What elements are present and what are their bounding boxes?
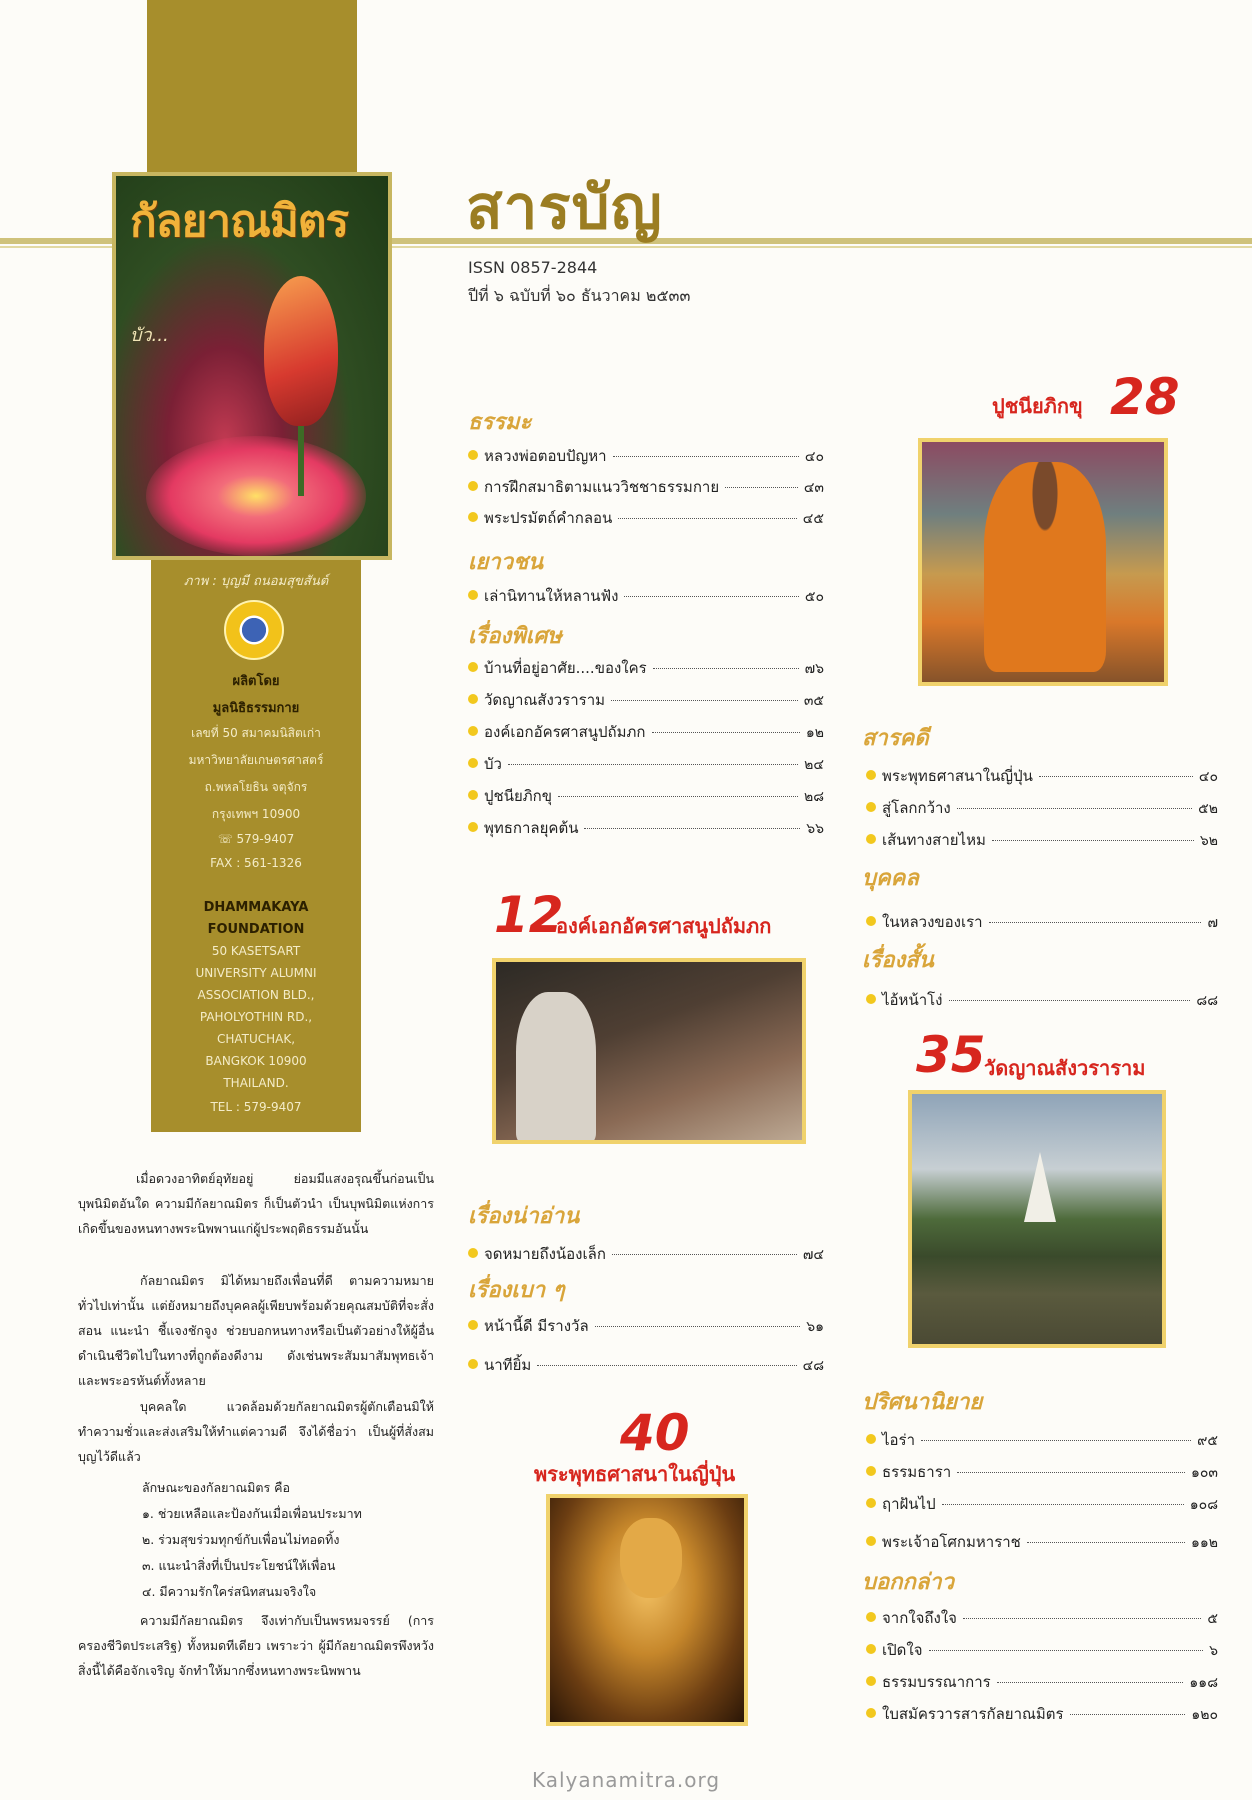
bullet-icon bbox=[866, 1676, 876, 1686]
section-title-people: บุคคล bbox=[862, 865, 919, 891]
dot-leader bbox=[725, 487, 798, 488]
monk-figure-image bbox=[984, 462, 1106, 672]
toc-entry[interactable] bbox=[866, 1638, 1218, 1662]
toc-entry-page: ๙๕ bbox=[1197, 1433, 1218, 1449]
feature-title: พระพุทธศาสนาในญี่ปุ่น bbox=[534, 1462, 736, 1486]
cover-title: กัลยาณมิตร bbox=[130, 196, 349, 247]
toc-entry[interactable] bbox=[866, 796, 1218, 820]
dot-leader bbox=[1070, 1714, 1186, 1715]
section-title-light: เรื่องเบา ๆ bbox=[468, 1277, 565, 1303]
toc-entry-label: พระพุทธศาสนาในญี่ปุ่น bbox=[882, 767, 1033, 785]
publisher-en-address: UNIVERSITY ALUMNI bbox=[195, 966, 317, 980]
publisher-address-line: มหาวิทยาลัยเกษตรศาสตร์ bbox=[188, 753, 324, 767]
toc-entry-label: ในหลวงของเรา bbox=[882, 913, 983, 931]
toc-entry-page: ๑๒ bbox=[805, 725, 824, 741]
toc-entry-label: หน้านี้ดี มีรางวัล bbox=[484, 1317, 589, 1335]
bullet-icon bbox=[866, 1612, 876, 1622]
toc-entry-page: ๗๖ bbox=[804, 661, 824, 677]
feature-number: 28 bbox=[1110, 368, 1180, 426]
toc-entry-label: ไอร่า bbox=[882, 1431, 916, 1449]
toc-entry-page: ๔๓ bbox=[803, 480, 824, 496]
toc-entry[interactable] bbox=[468, 720, 824, 744]
toc-entry-label: ใบสมัครวารสารกัลยาณมิตร bbox=[882, 1705, 1064, 1723]
bullet-icon bbox=[866, 1434, 876, 1444]
publisher-en-address: 50 KASETSART bbox=[211, 944, 301, 958]
toc-entry-page: ๑๐๓ bbox=[1190, 1465, 1218, 1481]
magazine-cover bbox=[112, 172, 392, 560]
dot-leader bbox=[1027, 1542, 1185, 1543]
bullet-icon bbox=[468, 481, 478, 491]
toc-entry[interactable] bbox=[866, 828, 1218, 852]
publisher-en-address: PAHOLYOTHIN RD., bbox=[199, 1010, 313, 1024]
bullet-icon bbox=[866, 994, 876, 1004]
toc-entry-page: ๑๑๘ bbox=[1189, 1675, 1218, 1691]
toc-entry[interactable] bbox=[866, 764, 1218, 788]
feature-number: 35 bbox=[916, 1026, 986, 1084]
toc-entry-page: ๔๐ bbox=[1198, 769, 1218, 785]
toc-entry-label: สู่โลกกว้าง bbox=[882, 799, 951, 817]
publisher-en-address: THAILAND. bbox=[223, 1076, 289, 1090]
dot-leader bbox=[653, 668, 799, 669]
publisher-en-address: CHATUCHAK, bbox=[216, 1032, 296, 1046]
section-title-special: เรื่องพิเศษ bbox=[468, 623, 562, 649]
bullet-icon bbox=[866, 1466, 876, 1476]
toc-entry-page: ๕๐ bbox=[804, 589, 824, 605]
page-title: สารบัญ bbox=[466, 173, 663, 243]
dot-leader bbox=[921, 1440, 1191, 1441]
lotus-bud-image bbox=[264, 276, 338, 426]
section-title-short: เรื่องสั้น bbox=[862, 947, 934, 973]
cover-caption: บัว... bbox=[130, 325, 169, 346]
toc-entry[interactable] bbox=[866, 1606, 1218, 1630]
toc-entry-page: ๔๕ bbox=[802, 511, 824, 527]
publisher-en-address: BANGKOK 10900 bbox=[205, 1054, 307, 1068]
dot-leader bbox=[963, 1618, 1201, 1619]
publisher-address-line: เลขที่ 50 สมาคมนิสิตเก่า bbox=[191, 726, 321, 740]
feature-title: วัดญาณสังวราราม bbox=[984, 1056, 1146, 1080]
toc-entry-label: พระเจ้าอโศกมหาราช bbox=[882, 1533, 1021, 1551]
dot-leader bbox=[613, 456, 799, 457]
toc-entry-page: ๔๐ bbox=[804, 449, 824, 465]
bullet-icon bbox=[468, 790, 478, 800]
toc-entry-label: วัดญาณสังวราราม bbox=[484, 691, 606, 709]
toc-entry[interactable] bbox=[468, 1242, 824, 1266]
essay-paragraph: บุคคลใด แวดล้อมด้วยกัลยาณมิตรผู้ตักเตือนมิให้ทำความชั่วและส่งเสริมให้ทำแต่ความดี จึงได้ชื่อว่า เป็นผู้ที่สั่งสมบุญไว้ดีแล้ว bbox=[78, 1399, 434, 1464]
dot-leader bbox=[652, 732, 800, 733]
dot-leader bbox=[508, 764, 798, 765]
sidebar-top-band bbox=[147, 0, 357, 172]
bullet-icon bbox=[866, 834, 876, 844]
bullet-icon bbox=[866, 802, 876, 812]
temple-spire-image bbox=[1024, 1152, 1056, 1222]
toc-entry-label: หลวงพ่อตอบปัญหา bbox=[484, 447, 607, 465]
dot-leader bbox=[942, 1504, 1184, 1505]
toc-entry-page: ๑๐๘ bbox=[1189, 1497, 1218, 1513]
toc-entry[interactable] bbox=[468, 656, 824, 680]
section-title-reading: เรื่องน่าอ่าน bbox=[468, 1203, 580, 1229]
dot-leader bbox=[957, 808, 1192, 809]
essay-list-item: ๒. ร่วมสุขร่วมทุกข์กับเพื่อนไม่ทอดทิ้ง bbox=[142, 1532, 340, 1547]
publisher-en-tel: TEL : 579-9407 bbox=[210, 1100, 302, 1114]
toc-entry-label: บัว bbox=[484, 755, 502, 773]
toc-entry-label: ธรรมธารา bbox=[882, 1463, 952, 1481]
bullet-icon bbox=[468, 662, 478, 672]
bullet-icon bbox=[468, 512, 478, 522]
toc-entry-page: ๕ bbox=[1207, 1611, 1218, 1627]
dot-leader bbox=[537, 1365, 796, 1366]
bullet-icon bbox=[468, 694, 478, 704]
essay-paragraph: เมื่อดวงอาทิตย์อุทัยอยู่ ย่อมมีแสงอรุณขึ้นก่อนเป็นบุพนิมิตอันใด ความมีกัลยาณมิตร ก็เป็นตัวนำ เป็นบุพนิมิตแห่งการเกิดขึ้นของหนทางพระนิพพานแก่ผู้ประพฤติธรรมอันนั้น bbox=[78, 1171, 434, 1236]
publisher-en-name: DHAMMAKAYA bbox=[203, 900, 309, 915]
toc-entry[interactable] bbox=[468, 584, 824, 608]
dot-leader bbox=[612, 1254, 797, 1255]
toc-entry-label: นาทียิ้ม bbox=[484, 1356, 532, 1374]
toc-entry[interactable] bbox=[866, 1428, 1218, 1452]
toc-entry[interactable] bbox=[468, 444, 824, 468]
dot-leader bbox=[992, 840, 1194, 841]
toc-entry[interactable] bbox=[866, 1460, 1218, 1484]
temple-photo bbox=[908, 1090, 1166, 1348]
publisher-fax: FAX : 561-1326 bbox=[210, 856, 302, 870]
toc-entry-page: ๘๘ bbox=[1196, 993, 1218, 1009]
toc-entry-label: บ้านที่อยู่อาศัย....ของใคร bbox=[484, 659, 647, 677]
toc-entry-label: เปิดใจ bbox=[882, 1641, 923, 1659]
bullet-icon bbox=[866, 1644, 876, 1654]
toc-entry-label: องค์เอกอัครศาสนูปถัมภก bbox=[484, 723, 646, 741]
publisher-address-line: กรุงเทพฯ 10900 bbox=[211, 807, 301, 821]
toc-entry[interactable] bbox=[468, 475, 824, 499]
toc-entry[interactable] bbox=[468, 1353, 824, 1377]
dot-leader bbox=[929, 1650, 1204, 1651]
essay-list-item: ๔. มีความรักใคร่สนิทสนมจริงใจ bbox=[142, 1584, 317, 1599]
dot-leader bbox=[584, 828, 800, 829]
toc-entry-label: จากใจถึงใจ bbox=[882, 1609, 957, 1627]
feature-number: 40 bbox=[620, 1404, 690, 1462]
publisher-address-line: ถ.พหลโยธิน จตุจักร bbox=[204, 780, 308, 794]
toc-entry-page: ๗๔ bbox=[802, 1247, 824, 1263]
feature-number: 12 bbox=[494, 886, 564, 944]
publisher-en-name: FOUNDATION bbox=[207, 922, 305, 937]
feature-title: องค์เอกอัครศาสนูปถัมภก bbox=[556, 914, 772, 938]
toc-entry-page: ๒๔ bbox=[804, 757, 824, 773]
toc-entry[interactable] bbox=[866, 1670, 1218, 1694]
dot-leader bbox=[989, 922, 1202, 923]
dot-leader bbox=[949, 1000, 1191, 1001]
bullet-icon bbox=[468, 450, 478, 460]
dot-leader bbox=[595, 1326, 801, 1327]
dot-leader bbox=[618, 518, 797, 519]
lotus-flower-image bbox=[146, 436, 366, 556]
king-figure-image bbox=[516, 992, 596, 1142]
bullet-icon bbox=[866, 1536, 876, 1546]
toc-entry-label: ฤาฝันไป bbox=[882, 1495, 936, 1513]
dot-leader bbox=[957, 1472, 1185, 1473]
king-photo bbox=[492, 958, 806, 1144]
section-title-sarakadee: สารคดี bbox=[862, 725, 929, 751]
lotus-stem-image bbox=[298, 426, 304, 496]
monk-photo bbox=[918, 438, 1168, 686]
section-title-outro: บอกกล่าว bbox=[862, 1569, 955, 1595]
toc-entry-page: ๖ bbox=[1209, 1643, 1218, 1659]
bullet-icon bbox=[468, 1359, 478, 1369]
bullet-icon bbox=[468, 1248, 478, 1258]
section-title-fiction: ปริศนานิยาย bbox=[862, 1389, 983, 1415]
toc-entry-page: ๗ bbox=[1207, 915, 1218, 931]
toc-entry-label: การฝึกสมาธิตามแนววิชชาธรรมกาย bbox=[484, 478, 720, 496]
footer-watermark: Kalyanamitra.org bbox=[531, 1768, 721, 1792]
bullet-icon bbox=[468, 822, 478, 832]
toc-entry-page: ๖๒ bbox=[1199, 833, 1218, 849]
essay-paragraph: ความมีกัลยาณมิตร จึงเท่ากับเป็นพรหมจรรย์ (การครองชีวิตประเสริฐ) ทั้งหมดทีเดียว เพราะว่า ผู้มีกัลยาณมิตรพึงหวังสิ่งนี้ได้คือจักเจริญ จักทำให้มากซึ่งหนทางพระนิพพาน bbox=[78, 1613, 434, 1678]
toc-entry[interactable] bbox=[468, 816, 824, 840]
toc-entry[interactable] bbox=[866, 1702, 1218, 1726]
toc-entry[interactable] bbox=[468, 506, 824, 530]
toc-entry-page: ๓๕ bbox=[803, 693, 824, 709]
bullet-icon bbox=[866, 1498, 876, 1508]
toc-entry-page: ๖๖ bbox=[806, 821, 824, 837]
issn: ISSN 0857-2844 bbox=[468, 258, 598, 277]
dot-leader bbox=[1039, 776, 1193, 777]
toc-entry-label: เล่านิทานให้หลานฟัง bbox=[484, 587, 619, 605]
dot-leader bbox=[624, 596, 798, 597]
publisher-label: ผลิตโดย bbox=[232, 674, 280, 689]
issue-info: ปีที่ ๖ ฉบับที่ ๖๐ ธันวาคม ๒๕๓๓ bbox=[468, 286, 691, 305]
publisher-name: มูลนิธิธรรมกาย bbox=[212, 701, 300, 716]
toc-entry[interactable] bbox=[866, 1492, 1218, 1516]
toc-entry[interactable] bbox=[468, 688, 824, 712]
bullet-icon bbox=[468, 758, 478, 768]
toc-entry[interactable] bbox=[468, 752, 824, 776]
phone-icon: ☏ bbox=[217, 832, 237, 846]
dot-leader bbox=[997, 1682, 1184, 1683]
essay-list-intro: ลักษณะของกัลยาณมิตร คือ bbox=[142, 1480, 291, 1495]
toc-entry[interactable] bbox=[866, 988, 1218, 1012]
toc-entry-page: ๒๘ bbox=[803, 789, 824, 805]
toc-entry-page: ๕๒ bbox=[1198, 801, 1218, 817]
toc-entry[interactable] bbox=[468, 784, 824, 808]
section-title-dhamma: ธรรมะ bbox=[468, 409, 532, 435]
bullet-icon bbox=[866, 1708, 876, 1718]
phone-number: 579-9407 bbox=[236, 832, 295, 846]
bullet-icon bbox=[468, 590, 478, 600]
bullet-icon bbox=[468, 726, 478, 736]
toc-entry-label: พุทธกาลยุคต้น bbox=[484, 819, 579, 837]
toc-entry[interactable] bbox=[866, 1530, 1218, 1554]
publisher-en-address: ASSOCIATION BLD., bbox=[197, 988, 315, 1002]
toc-entry[interactable] bbox=[866, 910, 1218, 934]
buddha-statue-photo bbox=[546, 1494, 748, 1726]
toc-entry-label: ปูชนียภิกขุ bbox=[484, 787, 552, 805]
dot-leader bbox=[611, 700, 798, 701]
toc-entry-label: ไอ้หน้าโง่ bbox=[882, 991, 943, 1009]
essay-list-item: ๓. แนะนำสิ่งที่เป็นประโยชน์ให้เพื่อน bbox=[142, 1558, 336, 1573]
toc-entry-page: ๔๘ bbox=[802, 1358, 824, 1374]
foundation-logo-icon bbox=[224, 600, 284, 660]
section-title-youth: เยาวชน bbox=[468, 549, 544, 575]
toc-entry-page: ๖๑ bbox=[806, 1319, 824, 1335]
bullet-icon bbox=[866, 770, 876, 780]
toc-entry-label: ธรรมบรรณาการ bbox=[882, 1673, 991, 1691]
photo-credit: ภาพ : บุญมี ถนอมสุขสันต์ bbox=[183, 574, 329, 589]
dot-leader bbox=[558, 796, 798, 797]
bullet-icon bbox=[866, 916, 876, 926]
essay-list-item: ๑. ช่วยเหลือและป้องกันเมื่อเพื่อนประมาท bbox=[142, 1506, 362, 1521]
toc-entry-label: จดหมายถึงน้องเล็ก bbox=[484, 1245, 606, 1263]
toc-entry[interactable] bbox=[468, 1314, 824, 1338]
toc-entry-page: ๑๒๐ bbox=[1191, 1707, 1218, 1723]
toc-entry-page: ๑๑๒ bbox=[1190, 1535, 1218, 1551]
publisher-phone bbox=[151, 832, 361, 846]
feature-title: ปูชนียภิกขุ bbox=[992, 394, 1083, 418]
toc-entry-label: พระปรมัตถ์คำกลอน bbox=[484, 509, 613, 527]
bullet-icon bbox=[468, 1320, 478, 1330]
buddha-head-image bbox=[620, 1518, 682, 1598]
toc-entry-label: เส้นทางสายไหม bbox=[882, 831, 986, 849]
essay-paragraph: กัลยาณมิตร มิได้หมายถึงเพื่อนที่ดี ตามความหมายทั่วไปเท่านั้น แต่ยังหมายถึงบุคคลผู้เพียบพร้อมด้วยคุณสมบัติที่จะสั่งสอน แนะนำ ชี้แจงชักจูง ช่วยบอกหนทางหรือเป็นตัวอย่างให้ผู้อื่นดำเนินชีวิตไปในทางที่ถูกต้องดีงาม ดังเช่นพระสัมมาสัมพุทธเจ้า และพระอรหันต์ทั้งหลาย bbox=[78, 1273, 434, 1388]
